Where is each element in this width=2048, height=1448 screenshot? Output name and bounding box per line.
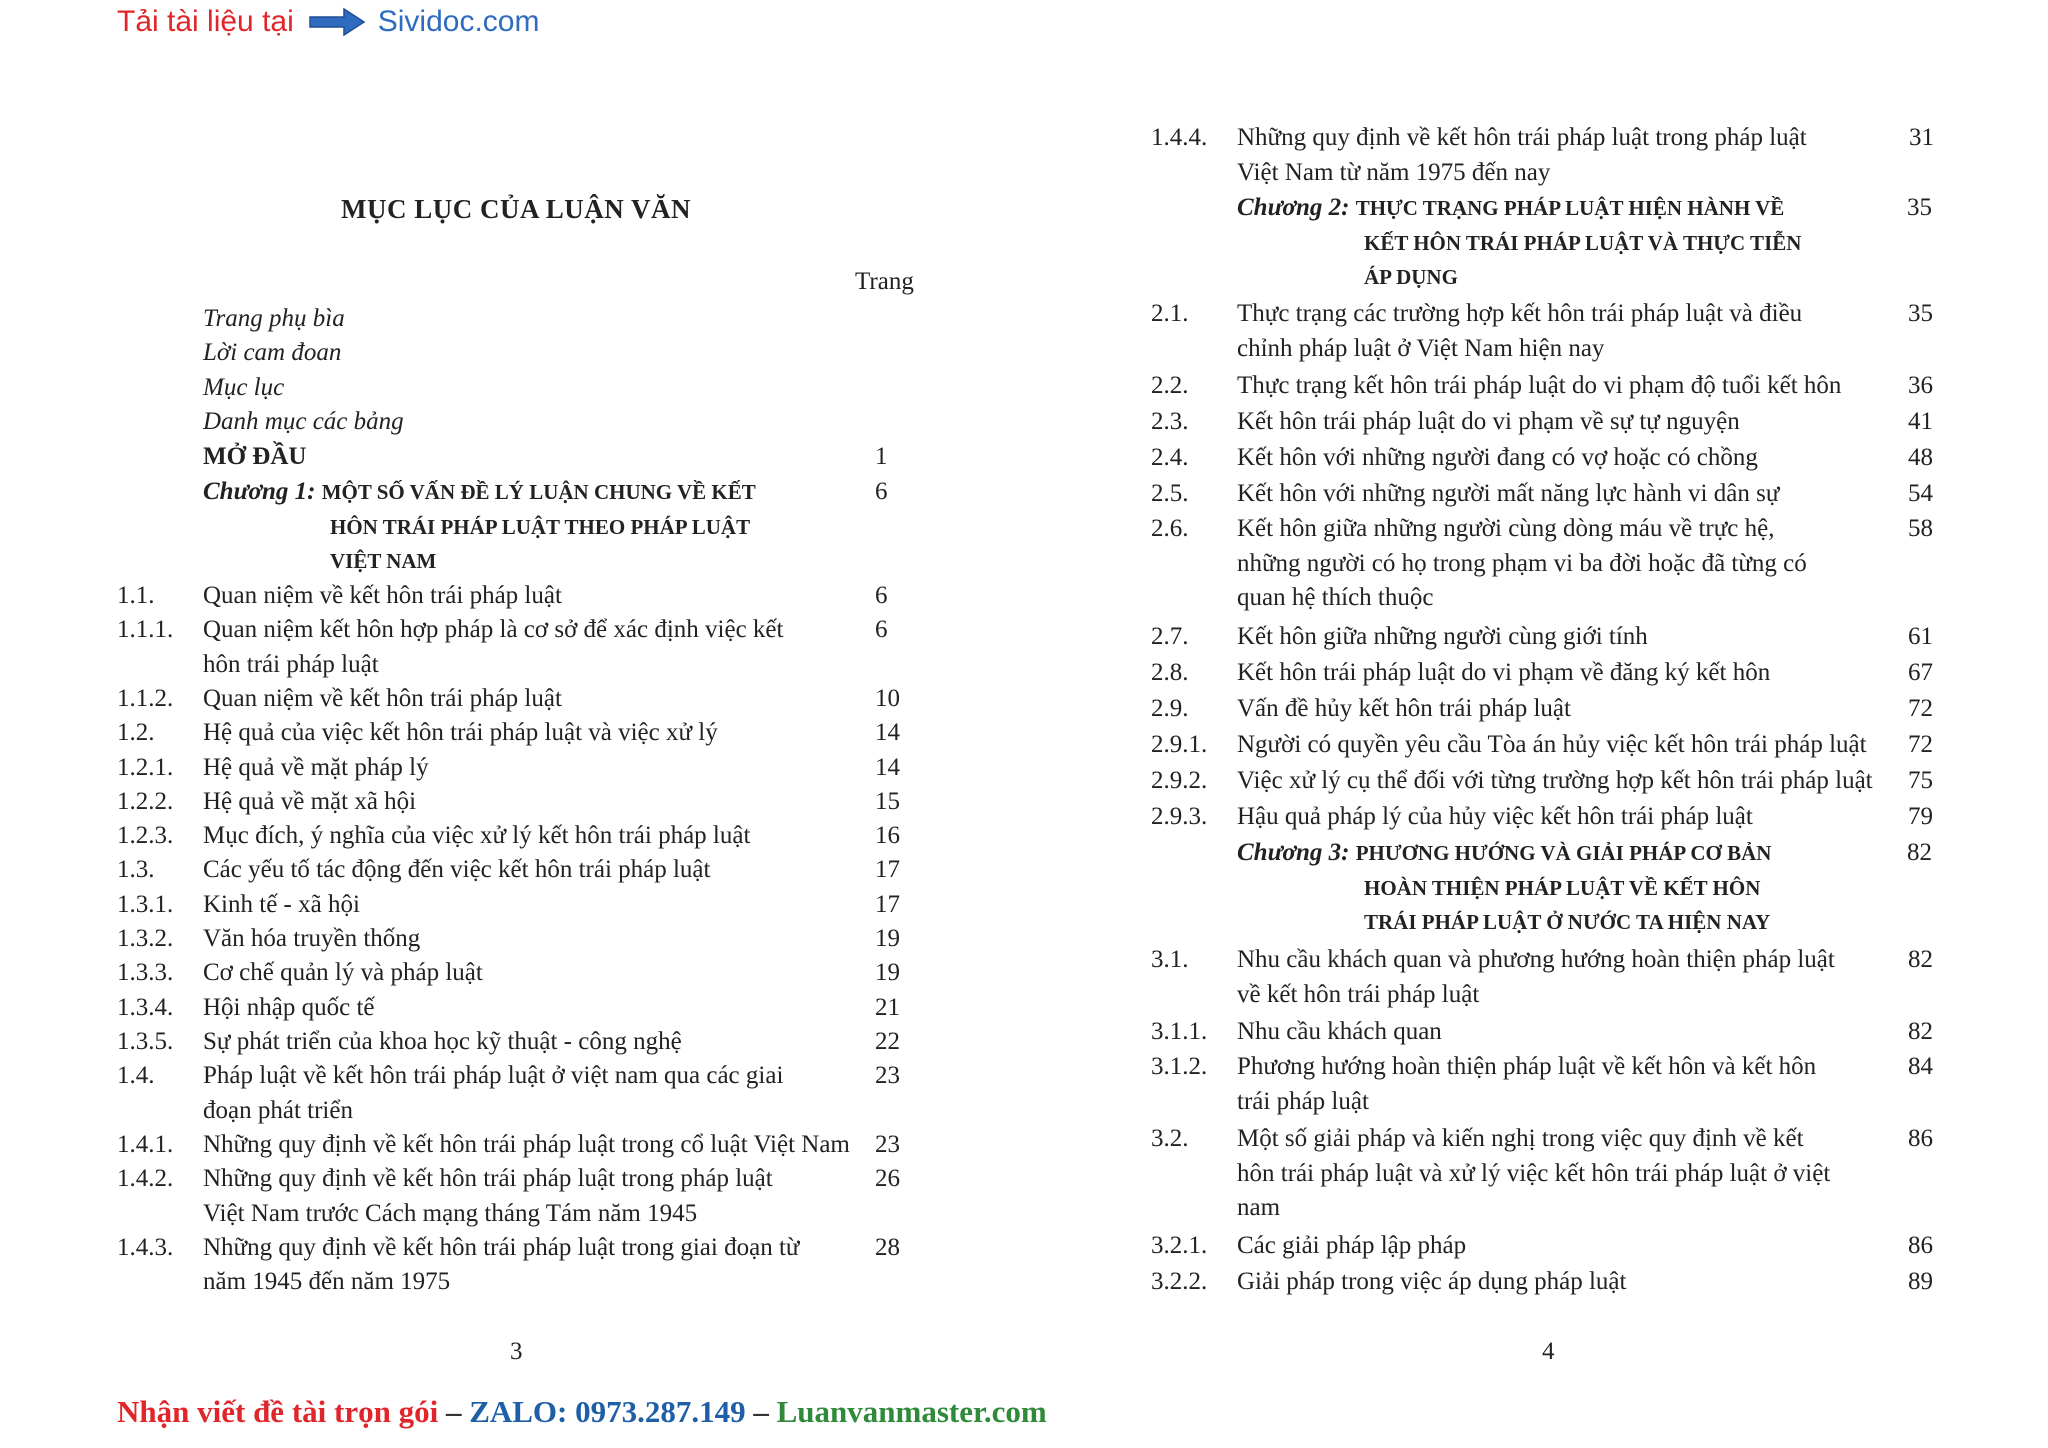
toc-entry-page: 23 bbox=[875, 1130, 900, 1158]
toc-entry bbox=[117, 1128, 915, 1162]
toc-entry bbox=[117, 1025, 915, 1059]
toc-entry-text: Các yếu tố tác động đến việc kết hôn trái pháp luật bbox=[203, 856, 711, 884]
toc-entry bbox=[117, 613, 915, 682]
toc-entry-text: Quan niệm về kết hôn trái pháp luật bbox=[203, 684, 562, 712]
toc-entry-number: 1.1.1. bbox=[117, 616, 174, 644]
toc-entry bbox=[1151, 943, 1948, 1015]
toc-entry bbox=[1151, 405, 1948, 441]
toc-entry-number: 1.3. bbox=[117, 856, 155, 884]
toc-entry bbox=[1151, 1229, 1948, 1265]
toc-entry-page: 67 bbox=[1908, 659, 1933, 686]
front-item: Lời cam đoan bbox=[203, 339, 342, 366]
toc-entry-number: 1.1. bbox=[117, 582, 155, 609]
toc-entry-page: 36 bbox=[1908, 371, 1933, 399]
toc-entry bbox=[117, 751, 915, 785]
banner-lead-text: Tải tài liệu tại bbox=[117, 5, 294, 38]
toc-entry-number: 2.8. bbox=[1151, 659, 1189, 686]
toc-entry-number: 2.7. bbox=[1151, 623, 1189, 651]
toc-entry-text: Việc xử lý cụ thể đối với từng trường hợp kết hôn trái pháp luật bbox=[1237, 766, 1873, 794]
toc-entry-number: 2.9.3. bbox=[1151, 802, 1208, 830]
toc-entry-text: quan hệ thích thuộc bbox=[1237, 584, 1434, 612]
toc-entry-text: Những quy định về kết hôn trái pháp luật trong giai đoạn từ bbox=[203, 1233, 800, 1261]
toc-entry-text: những người có họ trong phạm vi ba đời hoặc đã từng có bbox=[1237, 549, 1807, 577]
toc-entry-number: 2.9.2. bbox=[1151, 766, 1208, 794]
download-banner bbox=[117, 2, 539, 42]
toc-entry bbox=[117, 819, 915, 853]
toc-entry-number: 3.2.2. bbox=[1151, 1268, 1208, 1296]
front-item: Danh mục các bảng bbox=[203, 408, 404, 435]
toc-entry-page: 54 bbox=[1908, 479, 1933, 507]
toc-entry-text: Một số giải pháp và kiến nghị trong việc quy định về kết bbox=[1237, 1125, 1804, 1152]
toc-entry-text: Thực trạng kết hôn trái pháp luật do vi phạm độ tuổi kết hôn bbox=[1237, 371, 1842, 399]
toc-entry-text: Kết hôn giữa những người cùng giới tính bbox=[1237, 623, 1648, 651]
toc-entry-page: 19 bbox=[875, 959, 900, 987]
footer-website-link[interactable]: Luanvanmaster.com bbox=[776, 1394, 1047, 1429]
chapter-heading-3: Chương 3: PHƯƠNG HƯỚNG VÀ GIẢI PHÁP CƠ BẢN HOÀN THIỆN PHÁP LUẬT VỀ KẾT HÔN TRÁI PHÁP LUẬT Ở NƯỚC TA HIỆN NAY 82 bbox=[1237, 839, 1932, 934]
toc-entry-text: Giải pháp trong việc áp dụng pháp luật bbox=[1237, 1268, 1627, 1296]
toc-entry-number: 1.3.5. bbox=[117, 1027, 174, 1055]
toc-entry-page: 31 bbox=[1909, 124, 1934, 151]
toc-entry-text: Kết hôn với những người đang có vợ hoặc có chồng bbox=[1237, 443, 1758, 471]
toc-entry-page: 17 bbox=[875, 856, 900, 884]
toc-entry-text: Các giải pháp lập pháp bbox=[1237, 1232, 1467, 1260]
toc-entry bbox=[1151, 692, 1948, 728]
toc-entry-page: 61 bbox=[1908, 623, 1933, 651]
toc-entry-number: 1.4.3. bbox=[117, 1233, 174, 1261]
toc-entry-number: 2.9. bbox=[1151, 694, 1189, 722]
toc-entry bbox=[1151, 369, 1948, 405]
toc-entry-modau: MỞ ĐẦU 1 bbox=[203, 443, 888, 470]
toc-entry-text: Hệ quả của việc kết hôn trái pháp luật và việc xử lý bbox=[203, 719, 718, 747]
toc-entry-number: 1.3.2. bbox=[117, 925, 174, 952]
toc-entry-number: 1.3.3. bbox=[117, 959, 174, 987]
toc-entry-number: 1.2.3. bbox=[117, 822, 174, 850]
toc-entry-text: nam bbox=[1237, 1194, 1281, 1221]
toc-entry bbox=[1151, 620, 1948, 656]
toc-entry bbox=[1151, 1122, 1948, 1229]
toc-entry-text: Hệ quả về mặt xã hội bbox=[203, 787, 417, 815]
toc-entry-page: 35 bbox=[1908, 300, 1933, 327]
right-arrow-icon bbox=[308, 7, 366, 37]
page-number-right: 4 bbox=[1542, 1338, 1555, 1365]
toc-entry bbox=[117, 785, 915, 819]
toc-entry-page: 21 bbox=[875, 993, 900, 1021]
toc-entry-page: 14 bbox=[875, 753, 900, 781]
toc-entry-page: 23 bbox=[875, 1062, 900, 1090]
toc-entry-text: Mục đích, ý nghĩa của việc xử lý kết hôn trái pháp luật bbox=[203, 822, 751, 850]
toc-entry-text: về kết hôn trái pháp luật bbox=[1237, 980, 1480, 1008]
toc-entry-page: 17 bbox=[875, 890, 900, 918]
toc-entry-number: 2.3. bbox=[1151, 407, 1189, 435]
toc-entry-page: 89 bbox=[1908, 1268, 1933, 1296]
toc-entry-number: 3.2. bbox=[1151, 1125, 1189, 1152]
toc-entry-number: 1.4.1. bbox=[117, 1130, 174, 1158]
toc-entry bbox=[117, 956, 915, 990]
toc-entry-text: Những quy định về kết hôn trái pháp luật trong cổ luật Việt Nam bbox=[203, 1130, 850, 1158]
toc-entry-text: hôn trái pháp luật và xử lý việc kết hôn trái pháp luật ở việt bbox=[1237, 1159, 1831, 1187]
front-item: Mục lục bbox=[203, 374, 285, 401]
toc-entry-number: 3.1.1. bbox=[1151, 1017, 1208, 1045]
toc-entry-page: 86 bbox=[1908, 1232, 1933, 1260]
toc-entry bbox=[1151, 1050, 1948, 1122]
toc-entry-number: 3.1.2. bbox=[1151, 1053, 1208, 1081]
toc-entry bbox=[1151, 121, 1949, 190]
toc-entry-page: 84 bbox=[1908, 1053, 1933, 1081]
toc-entry-page: 41 bbox=[1908, 407, 1933, 435]
toc-entry-page: 6 bbox=[875, 582, 888, 609]
toc-entry-text: Kinh tế - xã hội bbox=[203, 890, 360, 918]
toc-entry-text: Pháp luật về kết hôn trái pháp luật ở việt nam qua các giai bbox=[203, 1062, 784, 1090]
toc-entry bbox=[117, 579, 915, 613]
toc-entry-text: Quan niệm về kết hôn trái pháp luật bbox=[203, 582, 562, 609]
toc-entry-text: Nhu cầu khách quan bbox=[1237, 1017, 1442, 1045]
toc-entry-page: 58 bbox=[1908, 515, 1933, 543]
toc-entry-text: Cơ chế quản lý và pháp luật bbox=[203, 959, 483, 987]
toc-entry bbox=[117, 1231, 915, 1300]
toc-entry-text: hôn trái pháp luật bbox=[203, 650, 379, 678]
toc-entry-text: Thực trạng các trường hợp kết hôn trái pháp luật và điều bbox=[1237, 300, 1803, 327]
toc-entry-page: 72 bbox=[1908, 694, 1933, 722]
toc-entry-number: 1.2.2. bbox=[117, 787, 174, 815]
toc-entry-number: 3.2.1. bbox=[1151, 1232, 1208, 1260]
toc-entry bbox=[117, 991, 915, 1025]
toc-entry-number: 2.2. bbox=[1151, 371, 1189, 399]
toc-entry-page: 16 bbox=[875, 822, 900, 850]
toc-entry-number: 1.3.4. bbox=[117, 993, 174, 1021]
toc-entry bbox=[1151, 477, 1948, 513]
toc-entry-page: 22 bbox=[875, 1027, 900, 1055]
toc-entry-number: 1.4.2. bbox=[117, 1165, 174, 1193]
chapter-heading-1: Chương 1: MỘT SỐ VẤN ĐỀ LÝ LUẬN CHUNG VỀ KẾT HÔN TRÁI PHÁP LUẬT THEO PHÁP LUẬT VIỆT NAM 6 bbox=[203, 478, 888, 573]
toc-entry bbox=[1151, 800, 1948, 836]
toc-entry-page: 19 bbox=[875, 925, 900, 952]
toc-entry-text: Việt Nam từ năm 1975 đến nay bbox=[1237, 158, 1551, 186]
toc-entry-text: Hệ quả về mặt pháp lý bbox=[203, 753, 429, 781]
toc-entry bbox=[117, 1059, 915, 1128]
toc-entry-text: Phương hướng hoàn thiện pháp luật về kết hôn và kết hôn bbox=[1237, 1053, 1817, 1081]
toc-entry-text: Những quy định về kết hôn trái pháp luật trong pháp luật bbox=[1237, 124, 1807, 151]
toc-entry bbox=[1151, 656, 1948, 692]
toc-entry-text: Những quy định về kết hôn trái pháp luật trong pháp luật bbox=[203, 1165, 773, 1193]
chapter-heading-2: Chương 2: THỰC TRẠNG PHÁP LUẬT HIỆN HÀNH VỀ KẾT HÔN TRÁI PHÁP LUẬT VÀ THỰC TIỄN ÁP DỤNG 35 bbox=[1237, 194, 1932, 289]
toc-entry-number: 2.5. bbox=[1151, 479, 1189, 507]
banner-site-link[interactable]: Sividoc.com bbox=[377, 5, 540, 38]
toc-entry-text: Kết hôn với những người mất năng lực hành vi dân sự bbox=[1237, 479, 1780, 507]
toc-entry-text: Kết hôn giữa những người cùng dòng máu về trực hệ, bbox=[1237, 515, 1775, 543]
toc-entry-number: 1.4.4. bbox=[1151, 124, 1208, 151]
toc-entry-text: Kết hôn trái pháp luật do vi phạm về sự tự nguyện bbox=[1237, 407, 1740, 435]
toc-entry-number: 1.1.2. bbox=[117, 684, 174, 712]
page-number-left: 3 bbox=[510, 1338, 523, 1365]
toc-entry-page: 75 bbox=[1908, 766, 1933, 794]
toc-entry-text: Người có quyền yêu cầu Tòa án hủy việc kết hôn trái pháp luật bbox=[1237, 730, 1867, 758]
toc-entry-text: Văn hóa truyền thống bbox=[203, 925, 421, 952]
toc-entry-number: 2.9.1. bbox=[1151, 730, 1208, 758]
toc-entry bbox=[117, 922, 915, 956]
toc-entry-text: Quan niệm kết hôn hợp pháp là cơ sở để xác định việc kết bbox=[203, 616, 784, 644]
toc-entry-page: 48 bbox=[1908, 443, 1933, 471]
toc-entry-page: 82 bbox=[1908, 946, 1933, 973]
toc-entry-text: năm 1945 đến năm 1975 bbox=[203, 1268, 451, 1296]
toc-entry-text: Việt Nam trước Cách mạng tháng Tám năm 1945 bbox=[203, 1199, 698, 1227]
toc-entry-number: 1.4. bbox=[117, 1062, 155, 1090]
toc-entry bbox=[117, 853, 915, 887]
toc-entry-text: Vấn đề hủy kết hôn trái pháp luật bbox=[1237, 694, 1571, 722]
toc-entry-number: 1.2. bbox=[117, 719, 155, 747]
front-item: Trang phụ bìa bbox=[203, 305, 345, 332]
toc-entry-number: 2.4. bbox=[1151, 443, 1189, 471]
toc-entry bbox=[117, 716, 915, 750]
toc-entry bbox=[1151, 764, 1948, 800]
toc-entry-number: 1.2.1. bbox=[117, 753, 174, 781]
toc-entry-text: Hội nhập quốc tế bbox=[203, 993, 375, 1021]
toc-entry-number: 1.3.1. bbox=[117, 890, 174, 918]
footer-banner: Nhận viết đề tài trọn gói – ZALO: 0973.287.149 – Luanvanmaster.com bbox=[117, 1394, 1047, 1429]
toc-entry-text: Sự phát triển của khoa học kỹ thuật - công nghệ bbox=[203, 1027, 682, 1055]
toc-entry-number: 2.1. bbox=[1151, 300, 1189, 327]
toc-entry bbox=[1151, 728, 1948, 764]
toc-entry-text: Nhu cầu khách quan và phương hướng hoàn thiện pháp luật bbox=[1237, 946, 1835, 973]
toc-entry-text: Kết hôn trái pháp luật do vi phạm về đăng ký kết hôn bbox=[1237, 659, 1771, 686]
footer-zalo-contact[interactable]: ZALO: 0973.287.149 bbox=[469, 1394, 746, 1429]
toc-entry bbox=[1151, 441, 1948, 477]
toc-entry-page: 86 bbox=[1908, 1125, 1933, 1152]
toc-entry-page: 15 bbox=[875, 787, 900, 815]
toc-entry-text: chỉnh pháp luật ở Việt Nam hiện nay bbox=[1237, 334, 1605, 362]
toc-entry bbox=[1151, 1265, 1948, 1301]
page-column-label: Trang bbox=[855, 268, 914, 295]
toc-entry-page: 82 bbox=[1908, 1017, 1933, 1045]
toc-entry-text: Hậu quả pháp lý của hủy việc kết hôn trái pháp luật bbox=[1237, 802, 1753, 830]
toc-entry-page: 14 bbox=[875, 719, 900, 747]
toc-entry-page: 28 bbox=[875, 1233, 900, 1261]
toc-entry-page: 79 bbox=[1908, 802, 1933, 830]
toc-title: MỤC LỤC CỦA LUẬN VĂN bbox=[340, 194, 691, 224]
toc-entry bbox=[117, 682, 915, 716]
toc-entry-page: 10 bbox=[875, 684, 900, 712]
toc-entry bbox=[1151, 1015, 1948, 1051]
toc-entry-page: 6 bbox=[875, 616, 888, 644]
toc-entry-number: 3.1. bbox=[1151, 946, 1189, 973]
toc-entry bbox=[117, 1162, 915, 1231]
toc-entry-number: 2.6. bbox=[1151, 515, 1189, 543]
toc-entry-page: 72 bbox=[1908, 730, 1933, 758]
toc-entry bbox=[1151, 512, 1948, 620]
toc-entry bbox=[1151, 297, 1948, 369]
toc-entry-text: đoạn phát triển bbox=[203, 1096, 353, 1124]
footer-service-text: Nhận viết đề tài trọn gói bbox=[117, 1394, 439, 1429]
toc-entry-text: trái pháp luật bbox=[1237, 1087, 1369, 1115]
toc-entry-page: 26 bbox=[875, 1165, 900, 1193]
toc-entry bbox=[117, 888, 915, 922]
